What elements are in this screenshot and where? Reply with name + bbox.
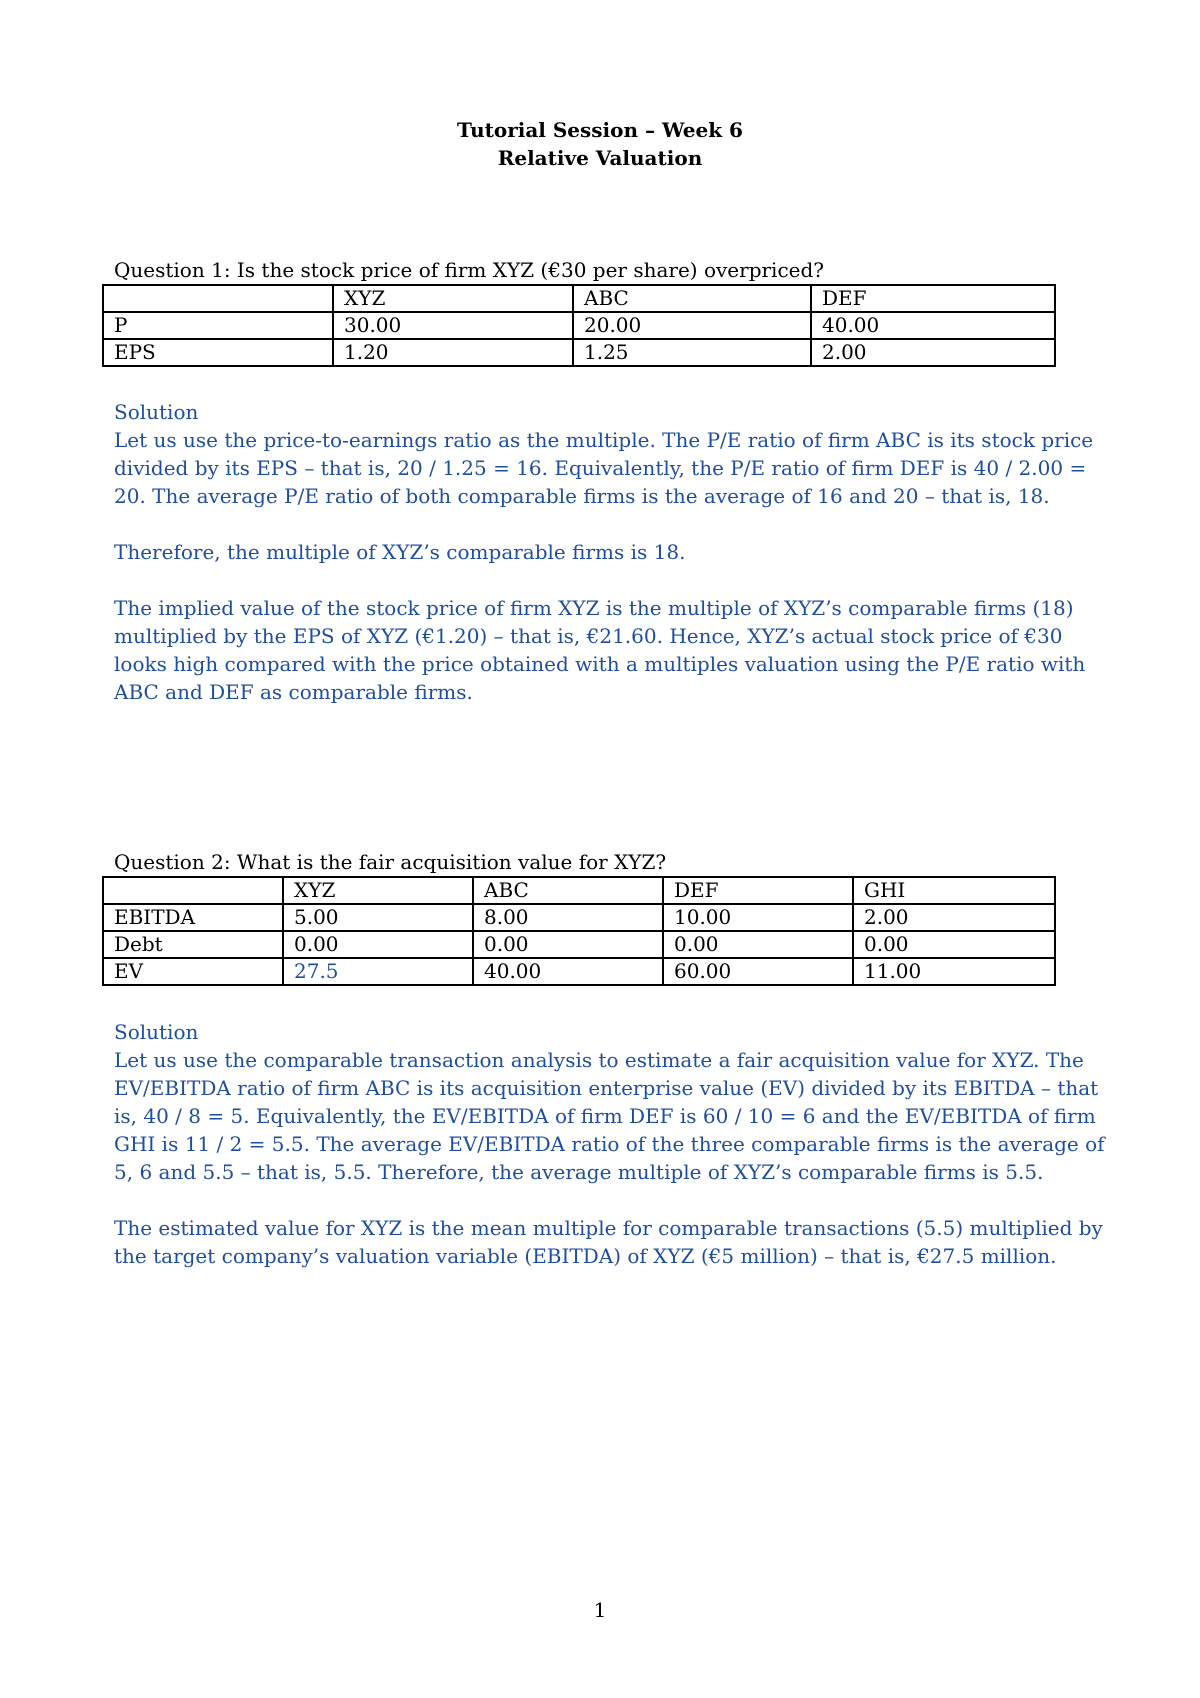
solution-paragraph: Let us use the comparable transaction analysis to estimate a fair acquisition value for XYZ. The EV/EBITDA ratio of firm ABC is its acquisition enterprise value (EV) divided by its EBITDA – that is, 40 / 8 = 5. Equivalently, the EV/EBITDA of firm DEF is 60 / 10 = 6 and the EV/EBITDA of firm GHI is 11 / 2 = 5.5. The average EV/EBITDA ratio of the three comparable firms is the average of 5, 6 and 5.5 – that is, 5.5. Therefore, the average multiple of XYZ’s comparable firms is 5.5.	[114, 1048, 1105, 1184]
solution-paragraph: Let us use the price-to-earnings ratio as the multiple. The P/E ratio of firm ABC is its stock price divided by its EPS – that is, 20 / 1.25 = 16. Equivalently, the P/E ratio of firm DEF is 40 / 2.00 = 20. The average P/E ratio of both comparable firms is the average of 16 and 20 – that is, 18.	[114, 428, 1094, 508]
q2-table	[102, 876, 1056, 986]
table-header-cell: DEF	[811, 285, 1055, 312]
table-header-cell: XYZ	[333, 285, 573, 312]
row-label: Debt	[103, 931, 283, 958]
document-title: Tutorial Session – Week 6	[457, 118, 743, 142]
row-label: EV	[103, 958, 283, 985]
row-label: EPS	[103, 339, 333, 366]
table-header-cell: XYZ	[283, 877, 473, 904]
row-label: P	[103, 312, 333, 339]
solution-paragraph: The estimated value for XYZ is the mean multiple for comparable transactions (5.5) multiplied by the target company’s valuation variable (EBITDA) of XYZ (€5 million) – that is, €27.5 million.	[114, 1216, 1103, 1268]
table-cell: 11.00	[853, 958, 1055, 985]
solution-label: Solution	[114, 1020, 199, 1044]
solution-paragraph: Therefore, the multiple of XYZ’s comparable firms is 18.	[114, 540, 686, 564]
table-header-cell: ABC	[473, 877, 663, 904]
page-number: 1	[593, 1598, 607, 1622]
table-row	[103, 312, 1055, 339]
table-cell: 0.00	[283, 931, 473, 958]
table-cell	[103, 877, 283, 904]
table-cell	[103, 285, 333, 312]
table-row	[103, 339, 1055, 366]
table-cell: 0.00	[853, 931, 1055, 958]
table-header-cell: ABC	[573, 285, 811, 312]
q1-solution	[114, 398, 1114, 706]
table-cell: 0.00	[473, 931, 663, 958]
table-cell: 5.00	[283, 904, 473, 931]
table-header-cell: DEF	[663, 877, 853, 904]
q1-table	[102, 284, 1056, 367]
solution-label: Solution	[114, 400, 199, 424]
table-row	[103, 285, 1055, 312]
table-cell: 1.20	[333, 339, 573, 366]
table-cell: 0.00	[663, 931, 853, 958]
table-row	[103, 958, 1055, 985]
question-2-text: Question 2: What is the fair acquisition value for XYZ?	[114, 850, 667, 874]
row-label: EBITDA	[103, 904, 283, 931]
table-row	[103, 877, 1055, 904]
table-cell: 40.00	[473, 958, 663, 985]
table-header-cell: GHI	[853, 877, 1055, 904]
table-cell: 60.00	[663, 958, 853, 985]
solution-paragraph: The implied value of the stock price of firm XYZ is the multiple of XYZ’s comparable firms (18) multiplied by the EPS of XYZ (€1.20) – that is, €21.60. Hence, XYZ’s actual stock price of €30 looks high compared with the price obtained with a multiples valuation using the P/E ratio with ABC and DEF as comparable firms.	[114, 596, 1086, 704]
table-cell: 20.00	[573, 312, 811, 339]
table-cell: 1.25	[573, 339, 811, 366]
table-cell: 40.00	[811, 312, 1055, 339]
question-1-text: Question 1: Is the stock price of firm XYZ (€30 per share) overpriced?	[114, 258, 825, 282]
table-cell-answer: 27.5	[283, 958, 473, 985]
q2-solution	[114, 1018, 1114, 1270]
table-cell: 2.00	[853, 904, 1055, 931]
table-cell: 10.00	[663, 904, 853, 931]
table-cell: 8.00	[473, 904, 663, 931]
table-row	[103, 931, 1055, 958]
table-row	[103, 904, 1055, 931]
table-cell: 30.00	[333, 312, 573, 339]
document-subtitle: Relative Valuation	[497, 146, 703, 170]
table-cell: 2.00	[811, 339, 1055, 366]
